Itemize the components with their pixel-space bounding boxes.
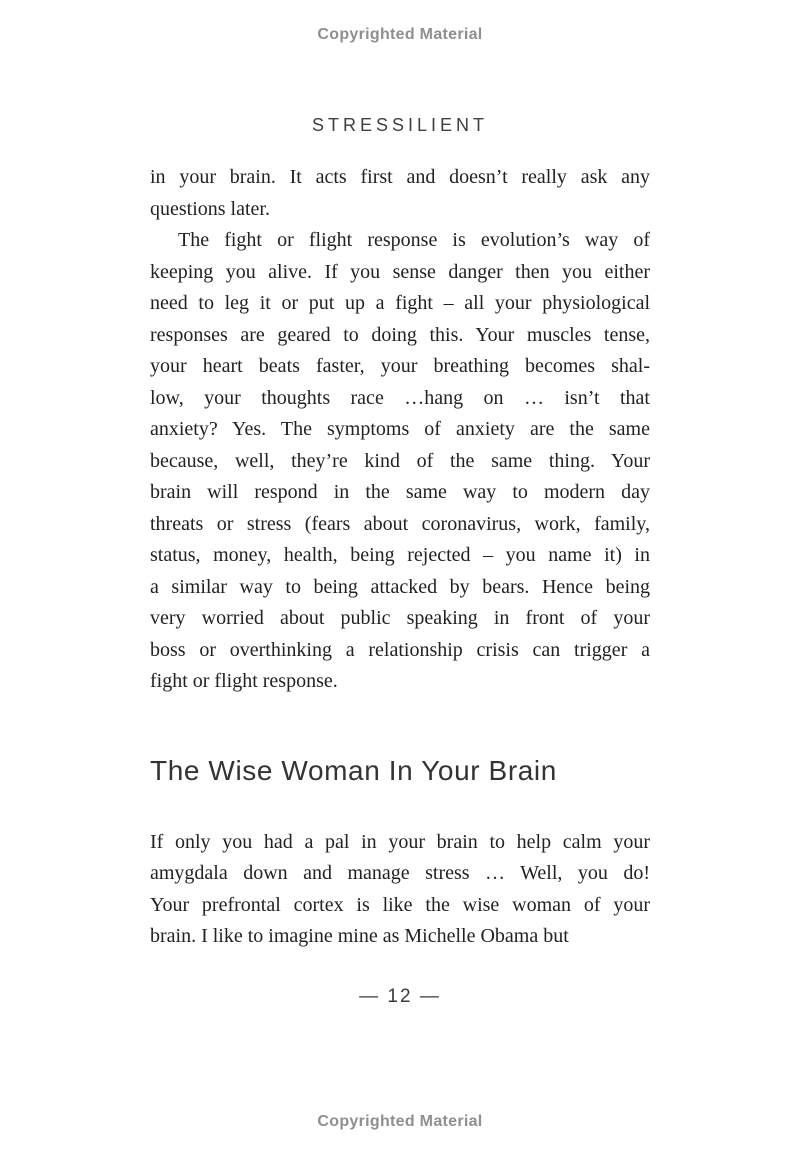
page-number: — 12 — xyxy=(359,986,441,1007)
text-line: status, money, health, being rejected – you name it) in xyxy=(150,544,650,566)
text-line: a similar way to being attacked by bears. Hence being xyxy=(150,575,650,598)
paragraph xyxy=(150,827,650,953)
paragraph xyxy=(150,225,650,698)
text-line: in your brain. It acts first and doesn’t really ask any xyxy=(150,166,650,188)
bottom-watermark: Copyrighted Material xyxy=(317,1113,483,1130)
text-line: Your prefrontal cortex is like the wise woman of your xyxy=(150,893,650,916)
text-line: boss or overthinking a relationship crisis can trigger a xyxy=(150,638,650,661)
running-header-book-title: STRESSILIENT xyxy=(311,115,489,135)
text-line: responses are geared to doing this. Your muscles tense, xyxy=(150,323,650,346)
text-line: need to leg it or put up a fight – all your physiological xyxy=(150,292,650,314)
text-line: keeping you alive. If you sense danger then you either xyxy=(150,260,650,283)
text-line: brain. I like to imagine mine as Michelle Obama but xyxy=(150,925,569,947)
paragraphs-after-heading xyxy=(150,827,650,953)
text-line: very worried about public speaking in front of your xyxy=(150,607,650,629)
text-line: fight or flight response. xyxy=(150,670,338,692)
text-line: amygdala down and manage stress … Well, you do! xyxy=(150,862,650,884)
text-line: If only you had a pal in your brain to help calm your xyxy=(150,830,650,853)
text-line: threats or stress (fears about coronavirus, work, family, xyxy=(150,512,650,535)
section-heading: The Wise Woman In Your Brain xyxy=(150,754,557,786)
text-line: anxiety? Yes. The symptoms of anxiety are the same xyxy=(150,418,650,440)
top-watermark: Copyrighted Material xyxy=(317,26,483,43)
body-text xyxy=(150,162,650,953)
text-line: because, well, they’re kind of the same thing. Your xyxy=(150,449,650,472)
text-line: questions later. xyxy=(150,197,270,220)
paragraphs-before-heading xyxy=(150,162,650,698)
paragraph xyxy=(150,162,650,225)
text-line: your heart beats faster, your breathing becomes shal- xyxy=(150,355,650,377)
text-line: The fight or flight response is evolution’s way of xyxy=(178,229,650,251)
text-line: low, your thoughts race …hang on … isn’t that xyxy=(150,386,650,409)
text-line: brain will respond in the same way to modern day xyxy=(150,481,650,503)
